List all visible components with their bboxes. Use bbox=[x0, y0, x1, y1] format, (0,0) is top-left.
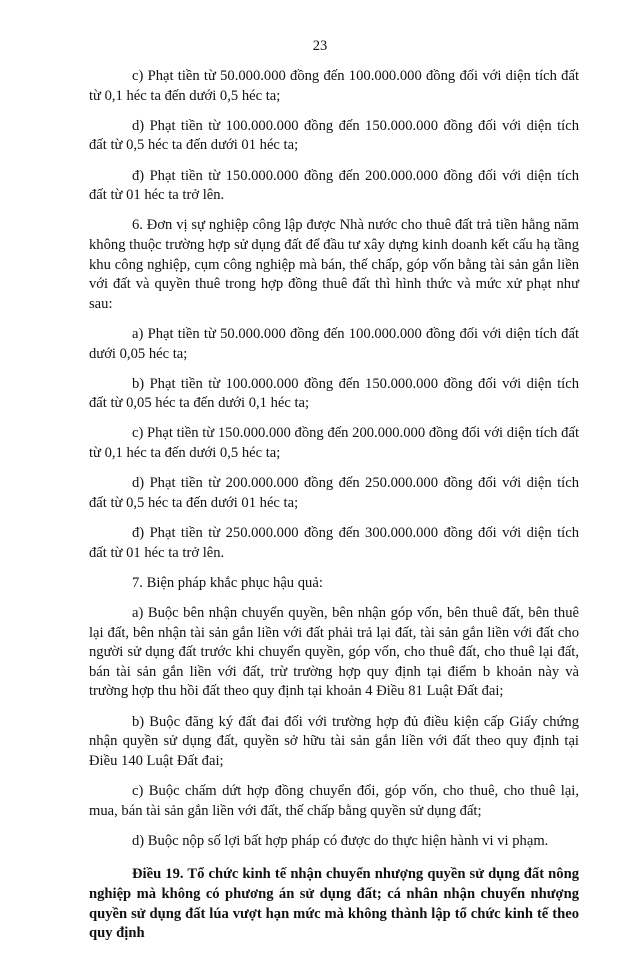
article-19-heading: Điều 19. Tổ chức kinh tế nhận chuyển nhượng quyền sử dụng đất nông nghiệp mà không có phương án sử dụng đất; cá nhân nhận chuyển nhượng quyền sử dụng đất lúa vượt hạn mức mà không thành lập tổ chức kinh tế theo quy định bbox=[89, 866, 579, 942]
page-number: 23 bbox=[312, 38, 328, 54]
remedy-b-register-land: b) Buộc đăng ký đất đai đối với trường hợp đủ điều kiện cấp Giấy chứng nhận quyền sử dụng đất, quyền sở hữu tài sản gắn liền với đất theo quy định tại Điều 140 Luật Đất đai; bbox=[89, 713, 579, 769]
clause-dd-over-1ha-second: đ) Phạt tiền từ 250.000.000 đồng đến 300.000.000 đồng đối với diện tích đất từ 01 héc ta trở lên. bbox=[89, 525, 579, 561]
clause-d-0.5-to-1ha-second: d) Phạt tiền từ 200.000.000 đồng đến 250.000.000 đồng đối với diện tích đất từ 0,5 héc ta đến dưới 01 héc ta; bbox=[89, 475, 579, 511]
section-7-remedial-measures: 7. Biện pháp khắc phục hậu quả: bbox=[132, 574, 323, 591]
clause-b-0.05-to-0.1ha: b) Phạt tiền từ 100.000.000 đồng đến 150.000.000 đồng đối với diện tích đất từ 0,05 héc ta đến dưới 0,1 héc ta; bbox=[89, 375, 579, 412]
remedy-a-return-land: a) Buộc bên nhận chuyển quyền, bên nhận góp vốn, bên thuê đất, bên thuê lại đất, bên nhận tài sản gắn liền với đất phải trả lại đất, tài sản gắn liền với đất cho người sử dụng đất trước khi chuyển quyền, góp vốn, cho thuê đất, cho thuê lại đất, bán tài sản gắn liền với đất, trừ trường hợp quy định tại điểm b khoản này và trường hợp thu hồi đất theo quy định tại khoản 4 Điều 81 Luật Đất đai; bbox=[89, 605, 579, 700]
remedy-c-terminate-contracts: c) Buộc chấm dứt hợp đồng chuyển đổi, góp vốn, cho thuê, cho thuê lại, mua, bán tài sản gắn liền với đất, thế chấp bằng quyền sử dụng đất; bbox=[89, 782, 579, 819]
clause-dd-over-1ha: đ) Phạt tiền từ 150.000.000 đồng đến 200.000.000 đồng đối với diện tích đất từ 01 héc ta trở lên. bbox=[89, 167, 579, 204]
document-body bbox=[89, 67, 579, 954]
clause-c-0.1-to-0.5ha-second: c) Phạt tiền từ 150.000.000 đồng đến 200.000.000 đồng đối với diện tích đất từ 0,1 héc ta đến dưới 0,5 héc ta; bbox=[89, 425, 579, 462]
clause-c-0.1-to-0.5ha: c) Phạt tiền từ 50.000.000 đồng đến 100.000.000 đồng đối với diện tích đất từ 0,1 héc ta đến dưới 0,5 héc ta; bbox=[89, 68, 579, 104]
clause-a-under-0.05ha: a) Phạt tiền từ 50.000.000 đồng đến 100.000.000 đồng đối với diện tích đất dưới 0,05 héc ta; bbox=[89, 325, 579, 362]
clause-d-0.5-to-1ha: d) Phạt tiền từ 100.000.000 đồng đến 150.000.000 đồng đối với diện tích đất từ 0,5 héc ta đến dưới 01 héc ta; bbox=[89, 117, 579, 154]
remedy-d-pay-illegal-profit: d) Buộc nộp số lợi bất hợp pháp có được do thực hiện hành vi vi phạm. bbox=[132, 832, 549, 849]
section-6-public-units: 6. Đơn vị sự nghiệp công lập được Nhà nước cho thuê đất trả tiền hằng năm không thuộc trường hợp sử dụng đất để đầu tư xây dựng kinh doanh kết cấu hạ tầng khu công nghiệp, cụm công nghiệp mà bán, thế chấp, góp vốn bằng tài sản gắn liền với đất và quyền thuê trong hợp đồng thuê đất thì hình thức và mức xử phạt như sau: bbox=[89, 217, 579, 312]
